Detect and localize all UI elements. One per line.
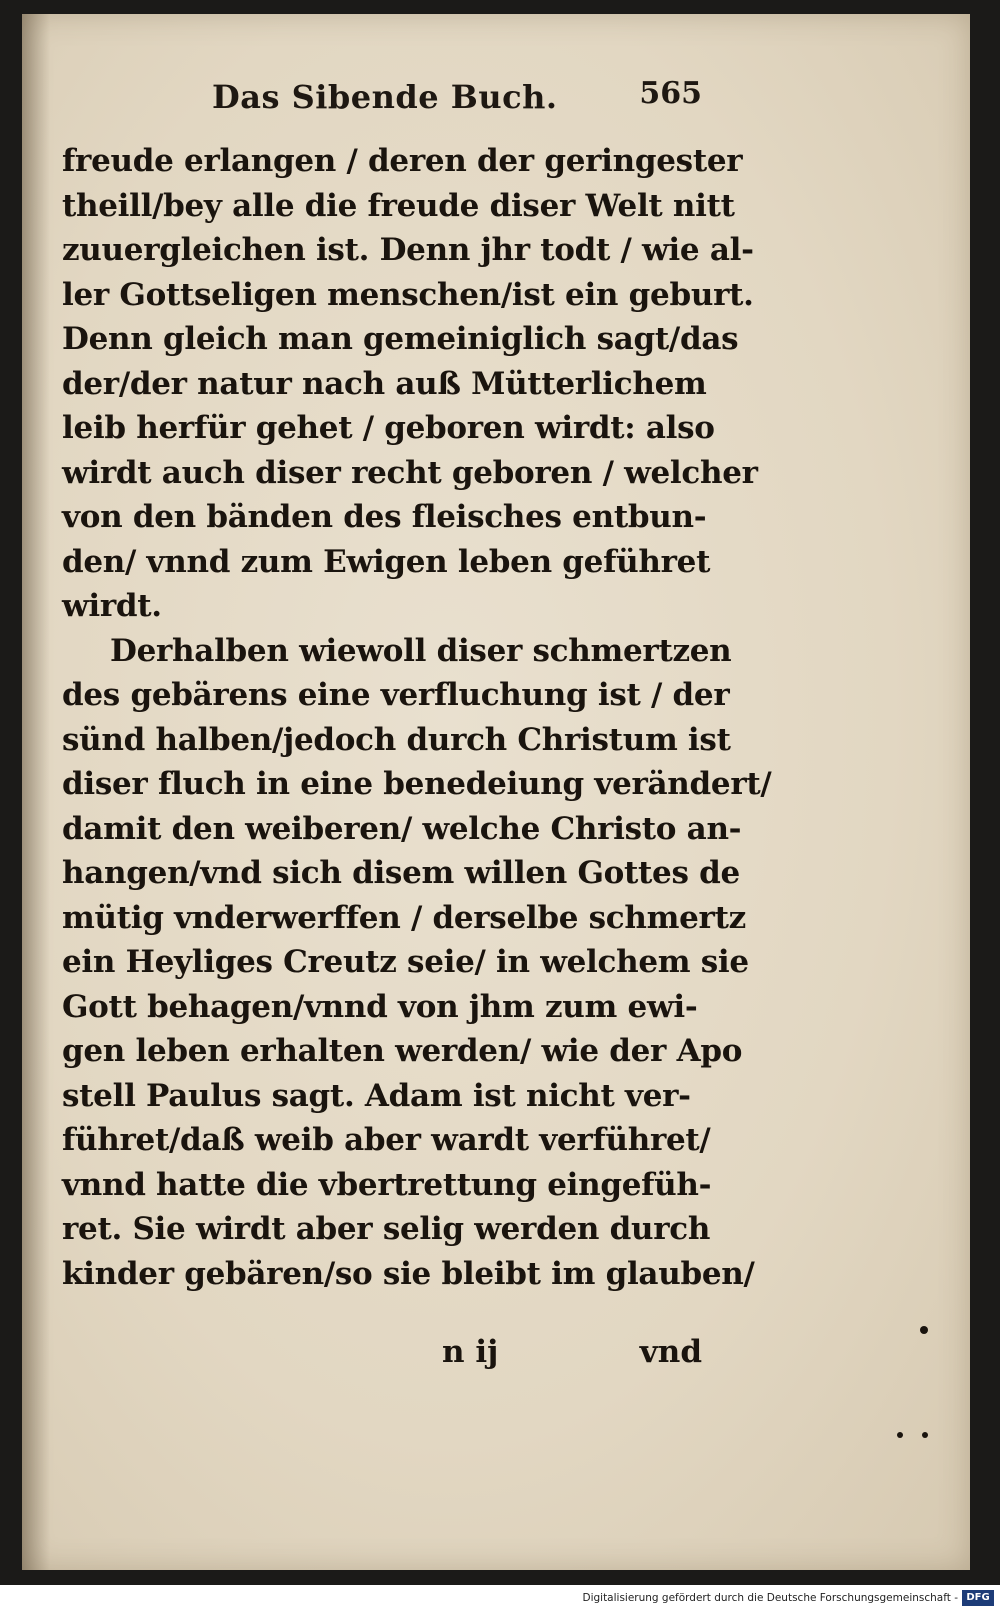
text-line: damit den weiberen/ welche Christo an- <box>62 810 742 847</box>
text-line: sünd halben/jedoch durch Christum ist <box>62 721 731 758</box>
text-line: führet/daß weib aber wardt verführet/ <box>62 1122 711 1158</box>
page-number: 565 <box>639 76 702 111</box>
footer-bar <box>0 1585 1000 1612</box>
text-line: stell Paulus sagt. Adam ist nicht ver- <box>62 1077 691 1114</box>
text-line: wirdt auch diser recht geboren / welcher <box>62 454 758 491</box>
ink-speck <box>897 1432 903 1438</box>
funding-credit: Digitalisierung gefördert durch die Deutsche Forschungsgemeinschaft - <box>582 1592 958 1604</box>
dfg-logo: DFG <box>962 1590 994 1606</box>
text-line: ret. Sie wirdt aber selig werden durch <box>62 1211 711 1247</box>
text-line: ein Heyliges Creutz seie/ in welchem sie <box>62 944 749 980</box>
text-line: ler Gottseligen menschen/ist ein geburt. <box>62 276 754 313</box>
catch-line <box>442 1334 702 1378</box>
text-line: hangen/vnd sich disem willen Gottes de <box>62 855 740 891</box>
running-head <box>212 78 702 128</box>
text-line: mütig vnderwerffen / derselbe schmertz <box>62 899 746 936</box>
text-line: leib herfür gehet / geboren wirdt: also <box>62 410 715 446</box>
text-line: vnnd hatte die vbertrettung eingefüh- <box>62 1166 712 1203</box>
text-line: gen leben erhalten werden/ wie der Apo <box>62 1033 743 1069</box>
text-line: diser fluch in eine benedeiung verändert/ <box>62 766 772 802</box>
gutter-shadow <box>22 14 50 1570</box>
ink-speck <box>922 1432 928 1438</box>
body-text <box>62 139 772 1296</box>
text-line: wirdt. <box>62 588 162 624</box>
text-line: des gebärens eine verfluchung ist / der <box>62 677 730 713</box>
ink-speck <box>920 1326 928 1334</box>
text-line: kinder gebären/so sie bleibt im glauben/ <box>62 1255 755 1292</box>
text-line: freude erlangen / deren der geringester <box>62 143 743 179</box>
text-line: den/ vnnd zum Ewigen leben geführet <box>62 543 711 580</box>
text-line: von den bänden des fleisches entbun- <box>62 499 707 535</box>
text-line: zuuergleichen ist. Denn jhr todt / wie al- <box>62 232 754 268</box>
book-page <box>22 14 970 1570</box>
text-line: Denn gleich man gemeiniglich sagt/das <box>62 321 739 357</box>
paragraph-start-line: Derhalben wiewoll diser schmertzen <box>110 632 732 669</box>
text-line: der/der natur nach auß Mütterlichem <box>62 365 707 402</box>
text-line: Gott behagen/vnnd von jhm zum ewi- <box>62 988 698 1025</box>
signature-mark: n ij <box>442 1334 499 1370</box>
running-head-title: Das Sibende Buch. <box>212 78 558 116</box>
catchword: vnd <box>639 1334 702 1370</box>
text-line: theill/bey alle die freude diser Welt nitt <box>62 187 735 224</box>
